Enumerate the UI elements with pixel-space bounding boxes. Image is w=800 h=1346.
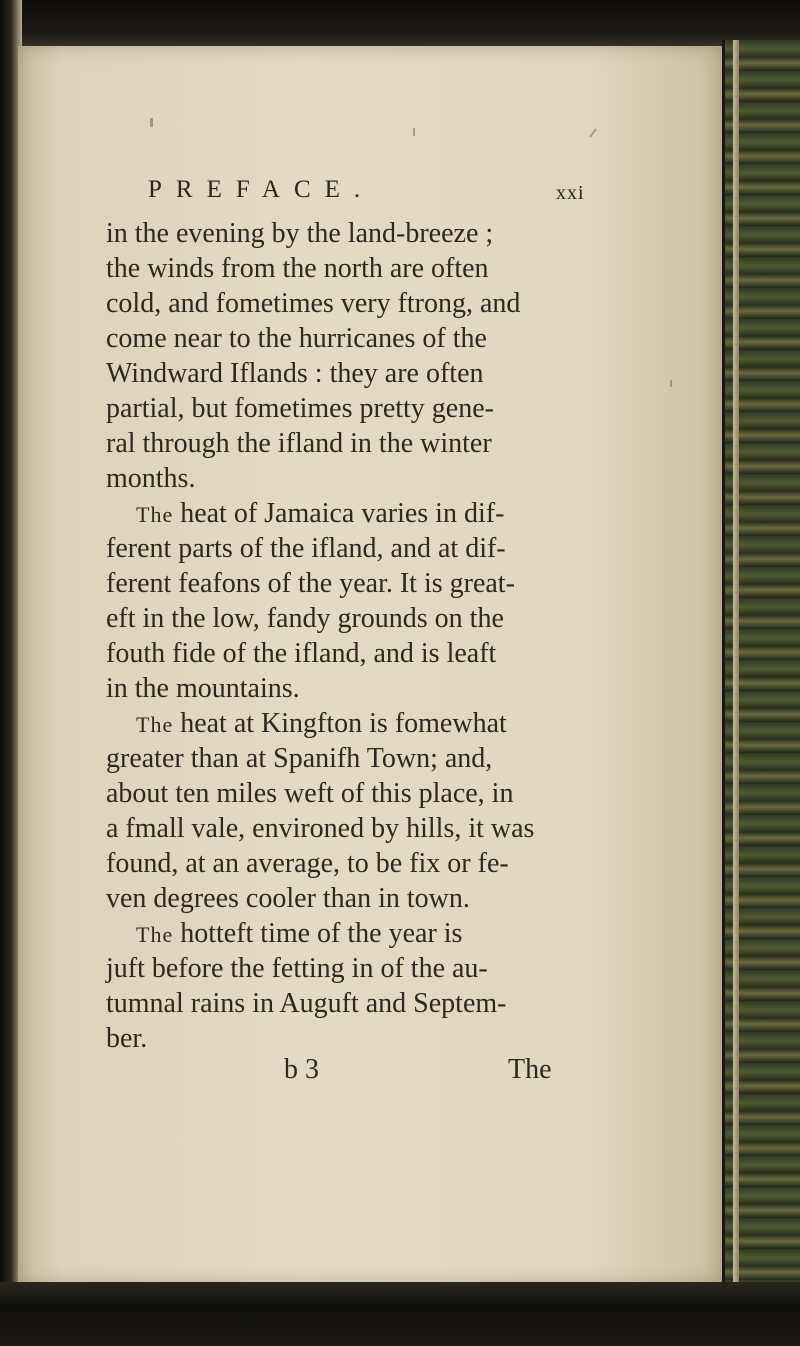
body-text [106, 216, 626, 1056]
text-line: tumnal rains in Auguft and Septem- [106, 988, 507, 1019]
text-line: heat at Kingfton is fomewhat [173, 708, 507, 739]
page-footer [106, 1054, 626, 1094]
text-line: greater than at Spanifh Town; and, [106, 743, 493, 774]
text-line: ber. [106, 1023, 148, 1054]
paragraph-first-line [106, 496, 626, 531]
catchword: The [508, 1054, 552, 1085]
text-line: in the mountains. [106, 673, 300, 704]
right-binding-edge [722, 40, 800, 1300]
text-line: heat of Jamaica varies in dif- [173, 498, 505, 529]
text-line: the winds from the north are often [106, 253, 489, 284]
top-page-edge [0, 0, 800, 48]
page-speck [150, 118, 153, 127]
paragraph [106, 706, 626, 916]
text-line: about ten miles weft of this place, in [106, 778, 514, 809]
paragraph [106, 216, 626, 496]
text-line: a fmall vale, environed by hills, it was [106, 813, 535, 844]
signature-mark: b 3 [284, 1054, 319, 1085]
text-line: juft before the fetting in of the au- [106, 953, 488, 984]
page-number: xxi [556, 182, 585, 204]
page-header [148, 172, 598, 212]
text-line: eft in the low, fandy grounds on the [106, 603, 504, 634]
text-line: fouth fide of the ifland, and is leaft [106, 638, 497, 669]
text-line: partial, but fometimes pretty gene- [106, 393, 494, 424]
text-line: cold, and fometimes very ftrong, and [106, 288, 521, 319]
text-line: ven degrees cooler than in town. [106, 883, 470, 914]
text-line: ferent feafons of the year. It is great- [106, 568, 515, 599]
page-speck [670, 380, 672, 387]
text-line: months. [106, 463, 196, 494]
text-line: ferent parts of the ifland, and at dif- [106, 533, 506, 564]
text-line: ral through the ifland in the winter [106, 428, 492, 459]
text-line: come near to the hurricanes of the [106, 323, 487, 354]
paragraph [106, 916, 626, 1056]
page-speck [413, 128, 415, 136]
text-line: hotteft time of the year is [173, 918, 463, 949]
text-line: in the evening by the land-breeze ; [106, 218, 494, 249]
small-caps-lead: The [136, 922, 174, 947]
text-line: Windward Iflands : they are often [106, 358, 484, 389]
paragraph-first-line [106, 706, 626, 741]
paragraph-first-line [106, 916, 626, 951]
bottom-page-edge [0, 1282, 800, 1346]
running-head: PREFACE. [148, 176, 375, 203]
small-caps-lead: The [136, 502, 174, 527]
text-line: found, at an average, to be fix or fe- [106, 848, 509, 879]
paragraph [106, 496, 626, 706]
small-caps-lead: The [136, 712, 174, 737]
